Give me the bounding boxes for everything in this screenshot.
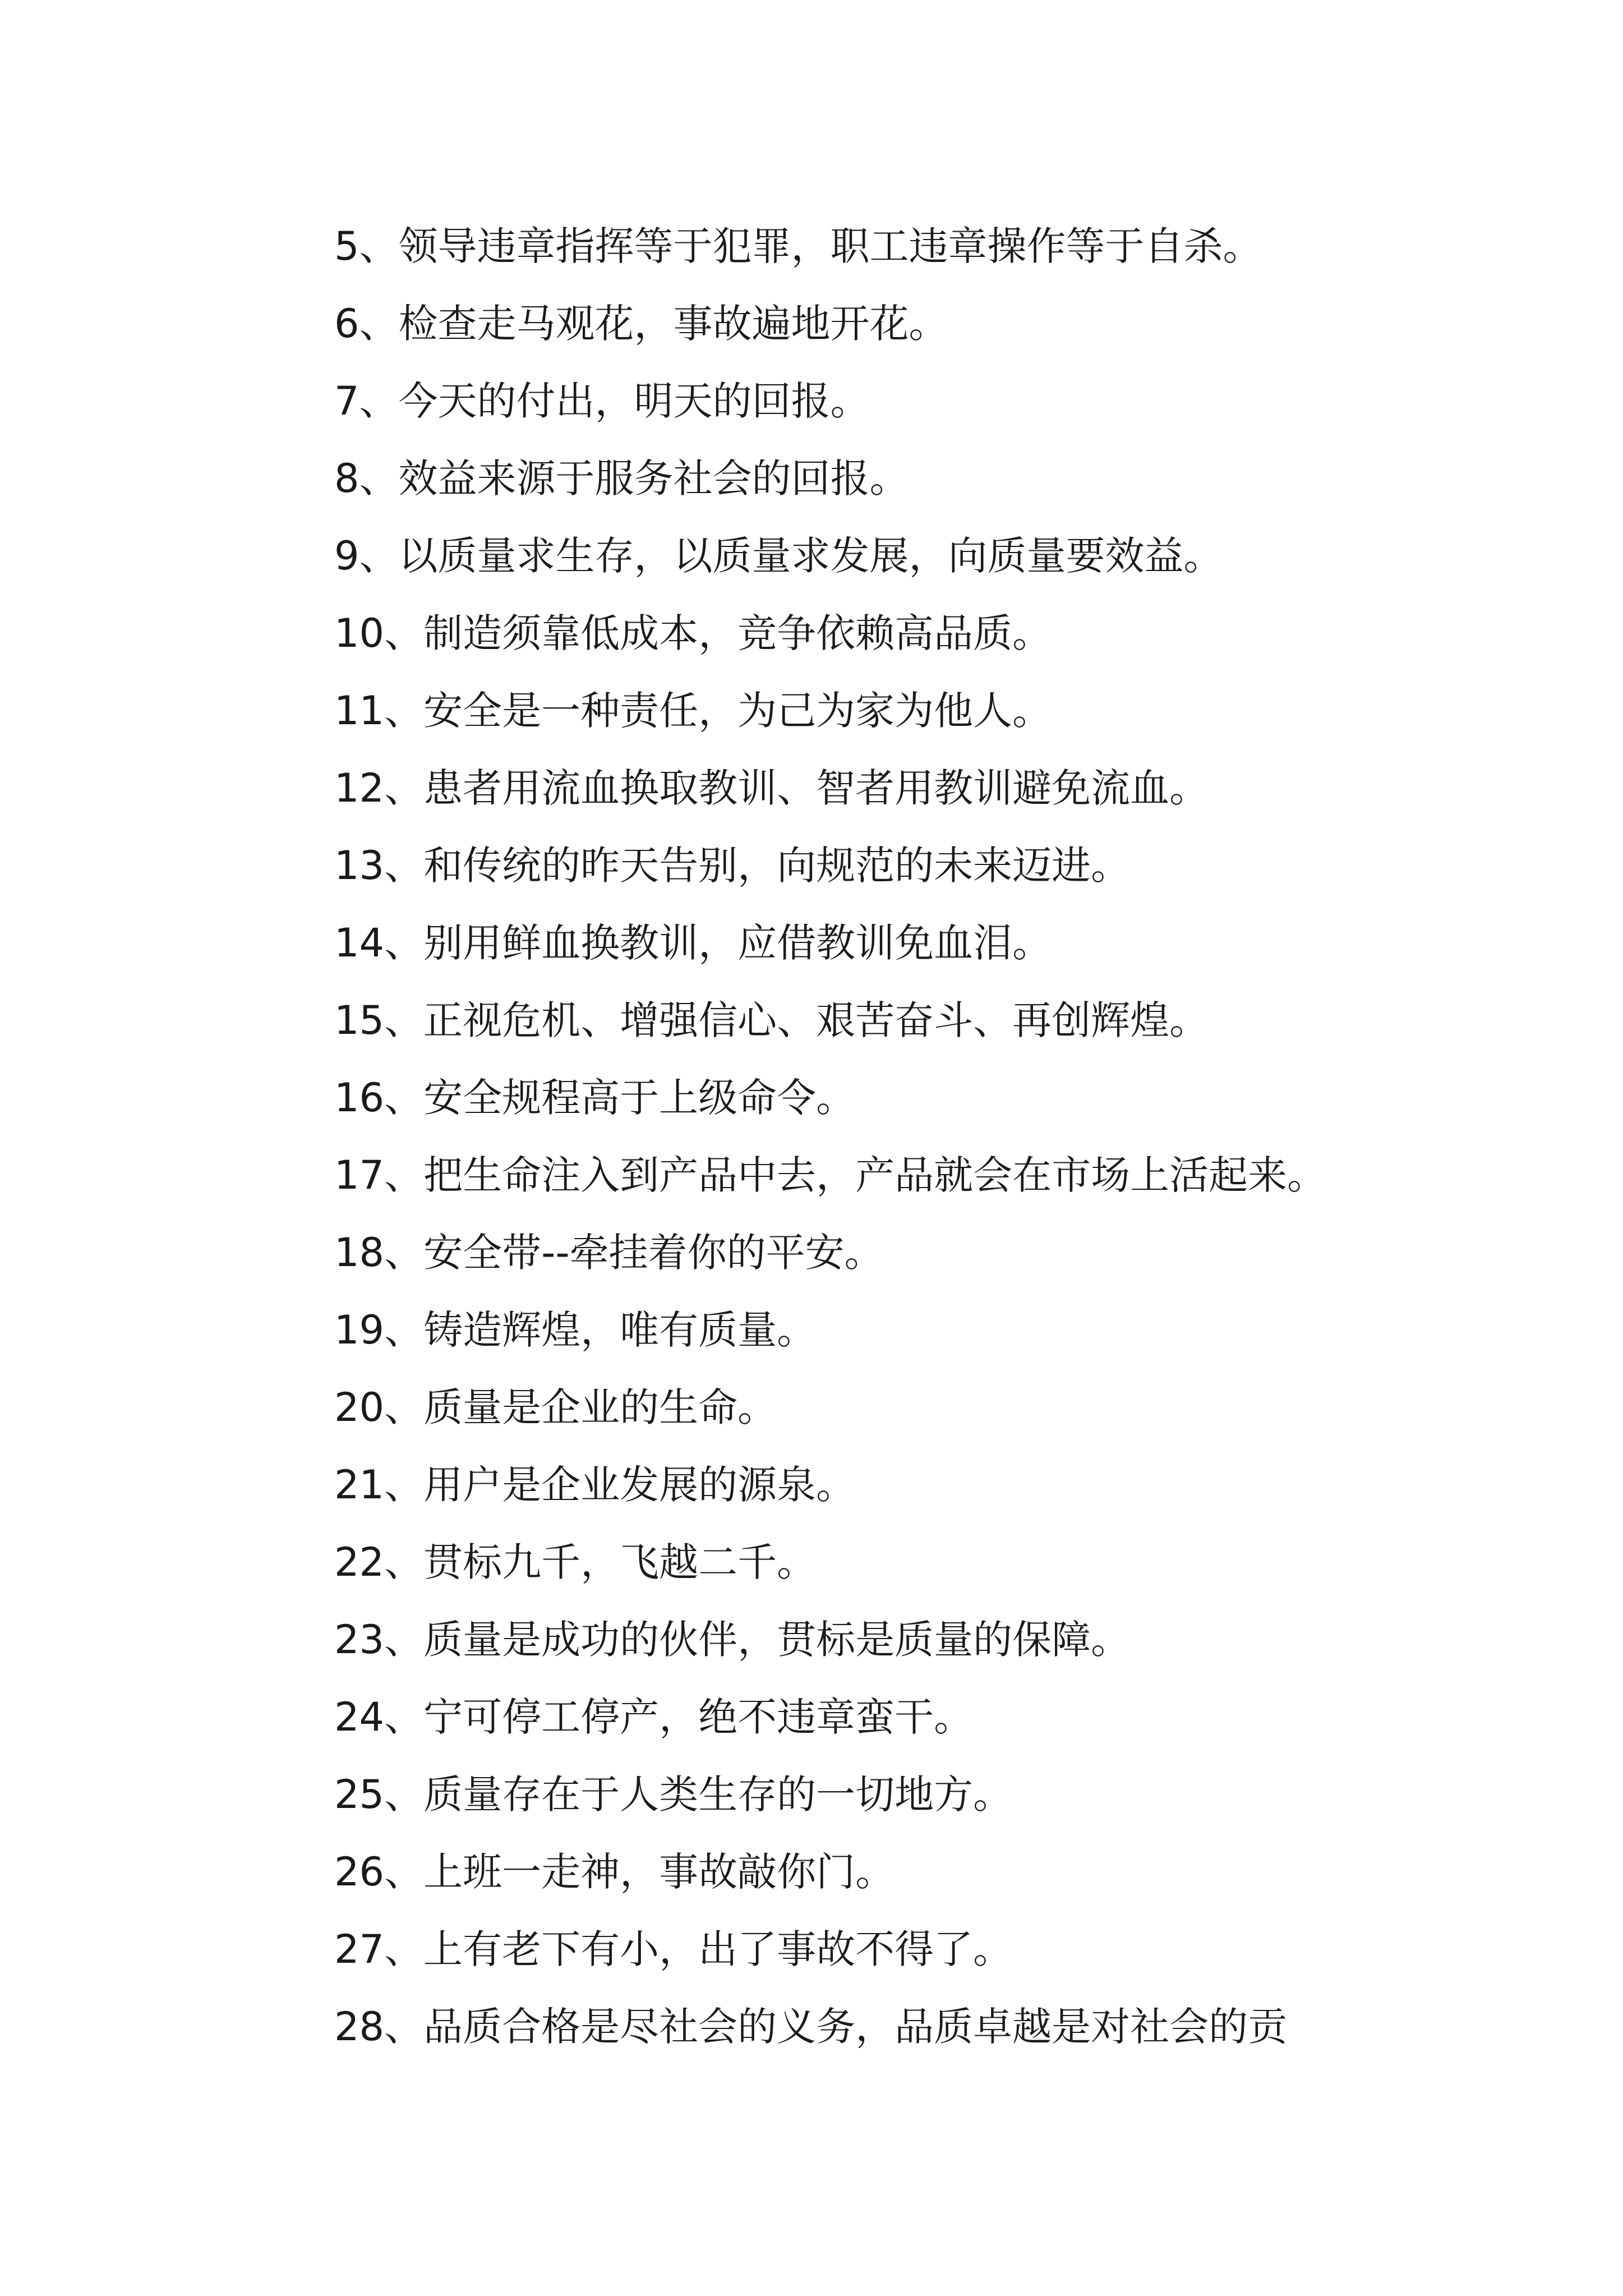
list-item: 15、正视危机、增强信心、艰苦奋斗、再创辉煌。 <box>334 997 1209 1043</box>
list-item: 22、贯标九千，飞越二千。 <box>334 1539 817 1585</box>
list-item: 6、检查走马观花，事故遍地开花。 <box>334 301 948 347</box>
list-item: 17、把生命注入到产品中去，产品就会在市场上活起来。 <box>334 1152 1327 1198</box>
slogan-list <box>334 208 1428 2065</box>
list-item: 11、安全是一种责任，为己为家为他人。 <box>334 688 1052 734</box>
list-item: 27、上有老下有小，出了事故不得了。 <box>334 1926 1013 1972</box>
list-item: 26、上班一走神，事故敲你门。 <box>334 1849 895 1895</box>
list-item: 5、领导违章指挥等于犯罪，职工违章操作等于自杀。 <box>334 223 1262 269</box>
list-item: 24、宁可停工停产，绝不违章蛮干。 <box>334 1694 974 1740</box>
list-item: 9、以质量求生存，以质量求发展，向质量要效益。 <box>334 533 1223 579</box>
list-item: 19、铸造辉煌，唯有质量。 <box>334 1307 817 1353</box>
list-item: 12、患者用流血换取教训、智者用教训避免流血。 <box>334 765 1209 811</box>
list-item: 7、今天的付出，明天的回报。 <box>334 378 870 424</box>
list-item: 18、安全带--牵挂着你的平安。 <box>334 1230 884 1276</box>
list-item: 14、别用鲜血换教训，应借教训免血泪。 <box>334 920 1052 966</box>
list-item: 13、和传统的昨天告别，向规范的未来迈进。 <box>334 843 1131 889</box>
list-item: 16、安全规程高于上级命令。 <box>334 1075 856 1121</box>
list-item: 10、制造须靠低成本，竞争依赖高品质。 <box>334 610 1052 656</box>
list-item: 21、用户是企业发展的源泉。 <box>334 1462 856 1508</box>
list-item: 8、效益来源于服务社会的回报。 <box>334 455 909 501</box>
list-item: 20、质量是企业的生命。 <box>334 1384 777 1430</box>
list-item: 28、品质合格是尽社会的义务，品质卓越是对社会的贡 <box>334 2004 1288 2050</box>
list-item: 23、质量是成功的伙伴，贯标是质量的保障。 <box>334 1617 1131 1663</box>
list-item: 25、质量存在于人类生存的一切地方。 <box>334 1772 1013 1818</box>
